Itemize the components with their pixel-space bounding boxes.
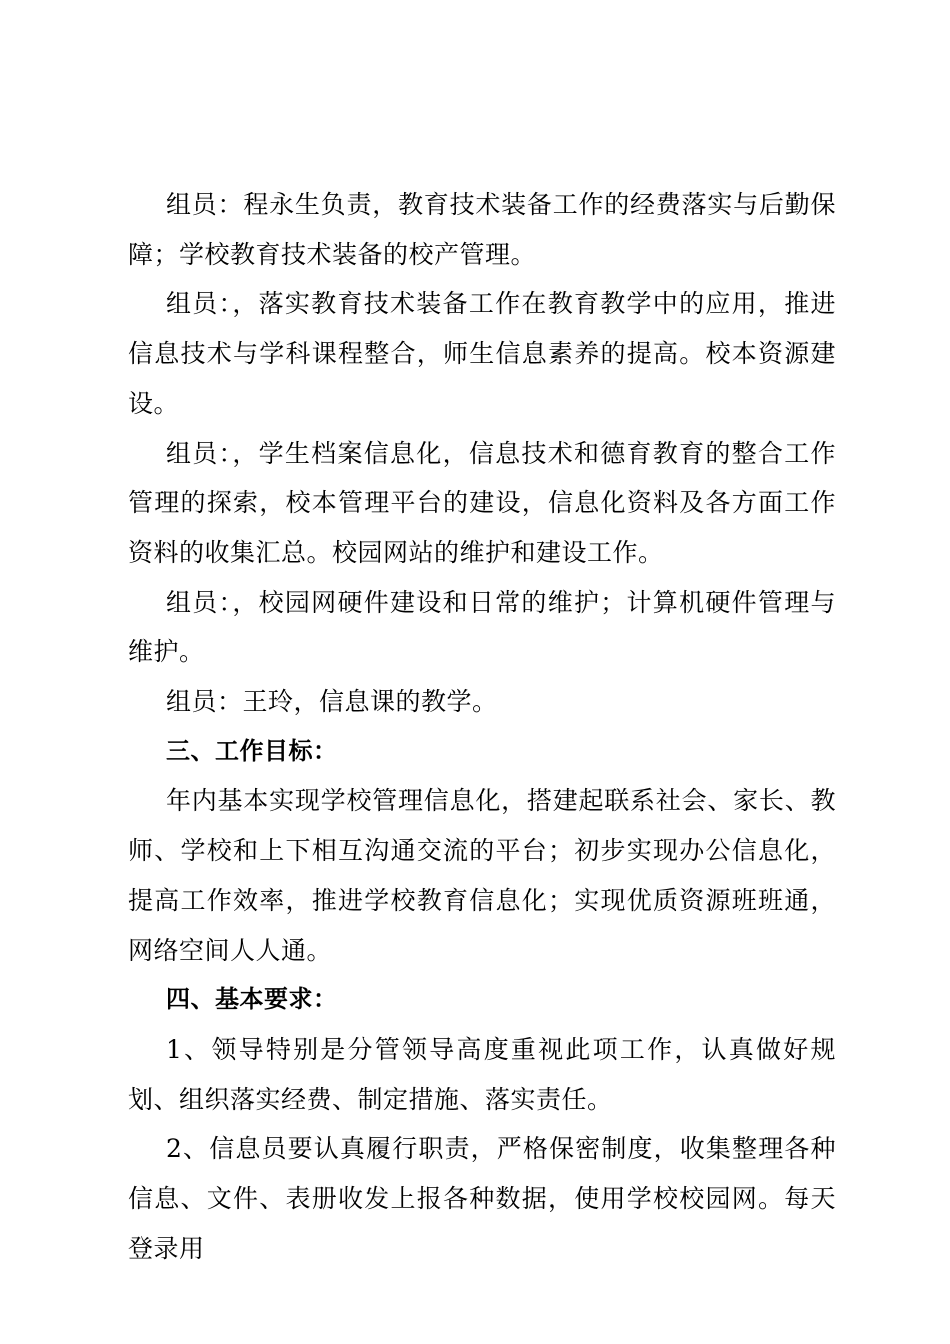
paragraph-goals: 年内基本实现学校管理信息化，搭建起联系社会、家长、教师、学校和上下相互沟通交流的平台；初步实现办公信息化，提高工作效率，推进学校教育信息化；实现优质资源班班通，网络空间人人通。 — [128, 786, 836, 965]
paragraph-member-hardware: 组员：，校园网硬件建设和日常的维护；计算机硬件管理与维护。 — [128, 587, 836, 667]
document-body — [128, 180, 836, 1273]
paragraph-requirement-2: 2、信息员要认真履行职责，严格保密制度，收集整理各种信息、文件、表册收发上报各种数据，使用学校校园网。每天登录用 — [128, 1134, 836, 1263]
paragraph-member-cheng: 组员：程永生负责，教育技术装备工作的经费落实与后勤保障；学校教育技术装备的校产管理。 — [128, 190, 836, 269]
section-heading-goals: 三、工作目标： — [166, 736, 338, 765]
paragraph-member-wangling: 组员：王玲，信息课的教学。 — [166, 687, 498, 717]
section-heading-requirements: 四、基本要求： — [166, 985, 338, 1014]
paragraph-requirement-1: 1、领导特别是分管领导高度重视此项工作，认真做好规划、组织落实经费、制定措施、落实责任。 — [128, 1034, 836, 1114]
paragraph-member-archives: 组员：，学生档案信息化，信息技术和德育教育的整合工作管理的探索，校本管理平台的建设，信息化资料及各方面工作资料的收集汇总。校园网站的维护和建设工作。 — [128, 438, 836, 567]
paragraph-member-application: 组员：，落实教育技术装备工作在教育教学中的应用，推进信息技术与学科课程整合，师生信息素养的提高。校本资源建设。 — [128, 289, 836, 418]
